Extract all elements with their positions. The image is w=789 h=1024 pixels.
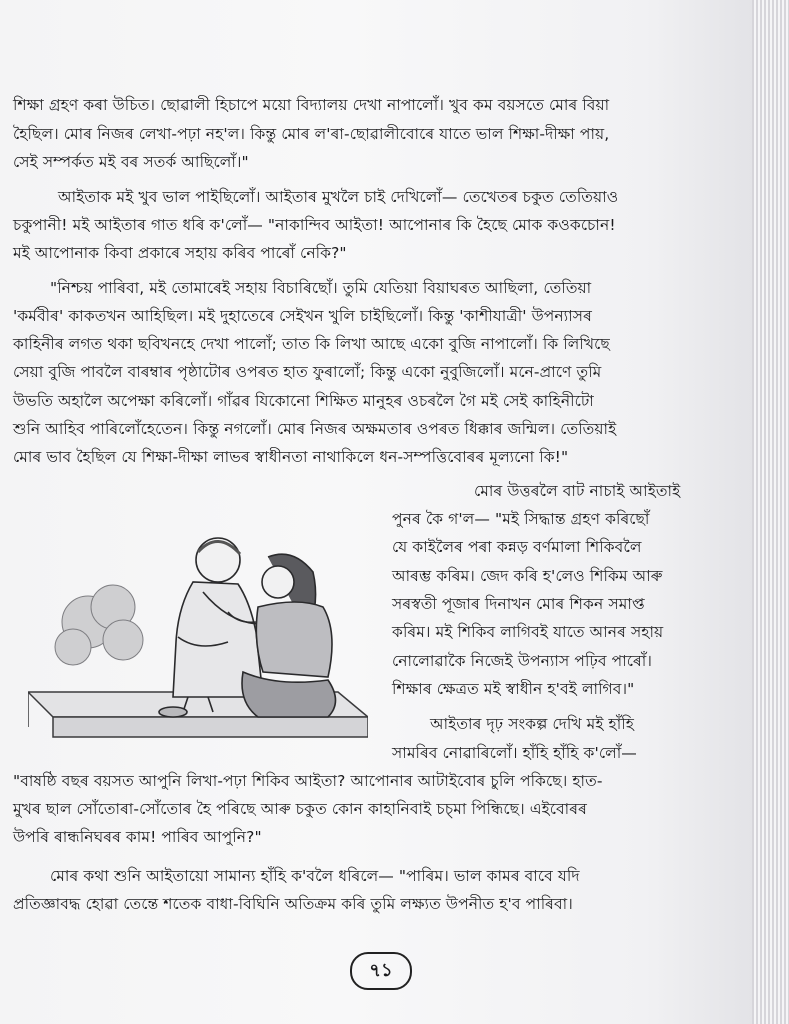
- text-line: নোলোৱাকৈ নিজেই উপন্যাস পঢ়িব পাৰোঁ।: [392, 652, 652, 670]
- text-line: উপৰি ৰান্ধনিঘৰৰ কাম! পাৰিব আপুনি?": [13, 828, 262, 846]
- text-line: আইতাৰ দৃঢ় সংকল্প দেখি মই হাঁহি: [430, 715, 634, 733]
- text-line: 'কৰ্মবীৰ' কাকতখন আহিছিল। মই দুহাতেৰে সেইখন খুলি চাইছিলোঁ। কিন্তু 'কাশীযাত্ৰী' উপন্যাসৰ: [13, 307, 592, 325]
- text-line: সেই সম্পৰ্কত মই বৰ সতৰ্ক আছিলোঁ।": [13, 153, 249, 171]
- page-number-badge: [350, 952, 412, 990]
- tree-icon: [55, 585, 143, 665]
- illustration-grandmother-and-girl: [28, 512, 368, 742]
- text-line: আৰম্ভ কৰিম। জেদ কৰি হ'লেও শিকিম আৰু: [392, 567, 663, 585]
- text-line: আইতাক মই খুব ভাল পাইছিলোঁ। আইতাৰ মুখলৈ চাই দেখিলোঁ— তেখেতৰ চকুত তেতিয়াও: [58, 188, 619, 206]
- text-line: মুখৰ ছাল সোঁতোৰা-সোঁতোৰ হৈ পৰিছে আৰু চকুত কোন কাহানিবাই চচ্মা পিন্ধিছে। এইবোৰৰ: [13, 800, 587, 818]
- text-line: কাহিনীৰ লগত থকা ছবিখনহে দেখা পালোঁ; তাত কি লিখা আছে একো বুজি নাপালোঁ। কি লিখিছে: [13, 335, 610, 353]
- text-line: চকুপানী! মই আইতাৰ গাত ধৰি ক'লোঁ— "নাকান্দিব আইতা! আপোনাৰ কি হৈছে মোক কওকচোন!: [13, 216, 616, 234]
- text-line: উভতি অহালৈ অপেক্ষা কৰিলোঁ। গাঁৱৰ যিকোনো শিক্ষিত মানুহৰ ওচৰলৈ গৈ মই সেই কাহিনীটো: [13, 392, 594, 410]
- text-line: "বাষষ্ঠি বছৰ বয়সত আপুনি লিখা-পঢ়া শিকিব আইতা? আপোনাৰ আটাইবোৰ চুলি পকিছে। হাত-: [13, 772, 603, 790]
- text-line: সৰস্বতী পূজাৰ দিনাখন মোৰ শিকন সমাপ্ত: [392, 595, 645, 613]
- text-line: মোৰ উত্তৰলৈ বাট নাচাই আইতাই: [474, 482, 681, 500]
- text-line: যে কাইলৈৰ পৰা কন্নড় বৰ্ণমালা শিকিবলৈ: [392, 538, 642, 556]
- book-page-edges: [752, 0, 789, 1024]
- text-line: প্ৰতিজ্ঞাবদ্ধ হোৱা তেন্তে শতেক বাধা-বিঘিনি অতিক্ৰম কৰি তুমি লক্ষ্যত উপনীত হ'ব পাৰিবা।: [13, 895, 573, 913]
- text-line: সেয়া বুজি পাবলৈ বাৰম্বাৰ পৃষ্ঠাটোৰ ওপৰত হাত ফুৰালোঁ; কিন্তু একো নুবুজিলোঁ। মনে-প্ৰাণে তুমি: [13, 363, 602, 381]
- text-line: হৈছিল। মোৰ নিজৰ লেখা-পঢ়া নহ'ল। কিন্তু মোৰ ল'ৰা-ছোৱালীবোৰে যাতে ভাল শিক্ষা-দীক্ষা পায়,: [13, 125, 610, 143]
- text-line: মই আপোনাক কিবা প্ৰকাৰে সহায় কৰিব পাৰোঁ নেকি?": [13, 244, 347, 262]
- text-line: পুনৰ কৈ গ'ল— "মই সিদ্ধান্ত গ্ৰহণ কৰিছোঁ: [392, 510, 650, 528]
- page-number: ৭১: [369, 960, 393, 981]
- text-line: মোৰ কথা শুনি আইতায়ো সামান্য হাঁহি ক'বলৈ ধৰিলে— "পাৰিম। ভাল কামৰ বাবে যদি: [50, 867, 580, 885]
- text-line: শিক্ষাৰ ক্ষেত্ৰত মই স্বাধীন হ'বই লাগিব।": [392, 680, 635, 698]
- text-line: "নিশ্চয় পাৰিবা, মই তোমাৰেই সহায় বিচাৰিছোঁ। তুমি যেতিয়া বিয়াঘৰত আছিলা, তেতিয়া: [50, 279, 592, 297]
- text-line: সামৰিব নোৱাৰিলোঁ। হাঁহি হাঁহি ক'লোঁ—: [392, 744, 637, 762]
- text-line: শিক্ষা গ্ৰহণ কৰা উচিত। ছোৱালী হিচাপে ময়ো বিদ্যালয় দেখা নাপালোঁ। খুব কম বয়সতে মোৰ বিয়া: [13, 96, 610, 114]
- text-line: কৰিম। মই শিকিব লাগিবই যাতে আনৰ সহায়: [392, 623, 664, 641]
- text-line: মোৰ ভাব হৈছিল যে শিক্ষা-দীক্ষা লাভৰ স্বাধীনতা নাথাকিলে ধন-সম্পত্তিবোৰৰ মূল্যনো কি!": [13, 448, 569, 466]
- text-line: শুনি আহিব পাৰিলোঁহেতেন। কিন্তু নগলোঁ। মোৰ নিজৰ অক্ষমতাৰ ওপৰত ধিক্কাৰ জন্মিল। তেতিয়াই: [13, 420, 617, 438]
